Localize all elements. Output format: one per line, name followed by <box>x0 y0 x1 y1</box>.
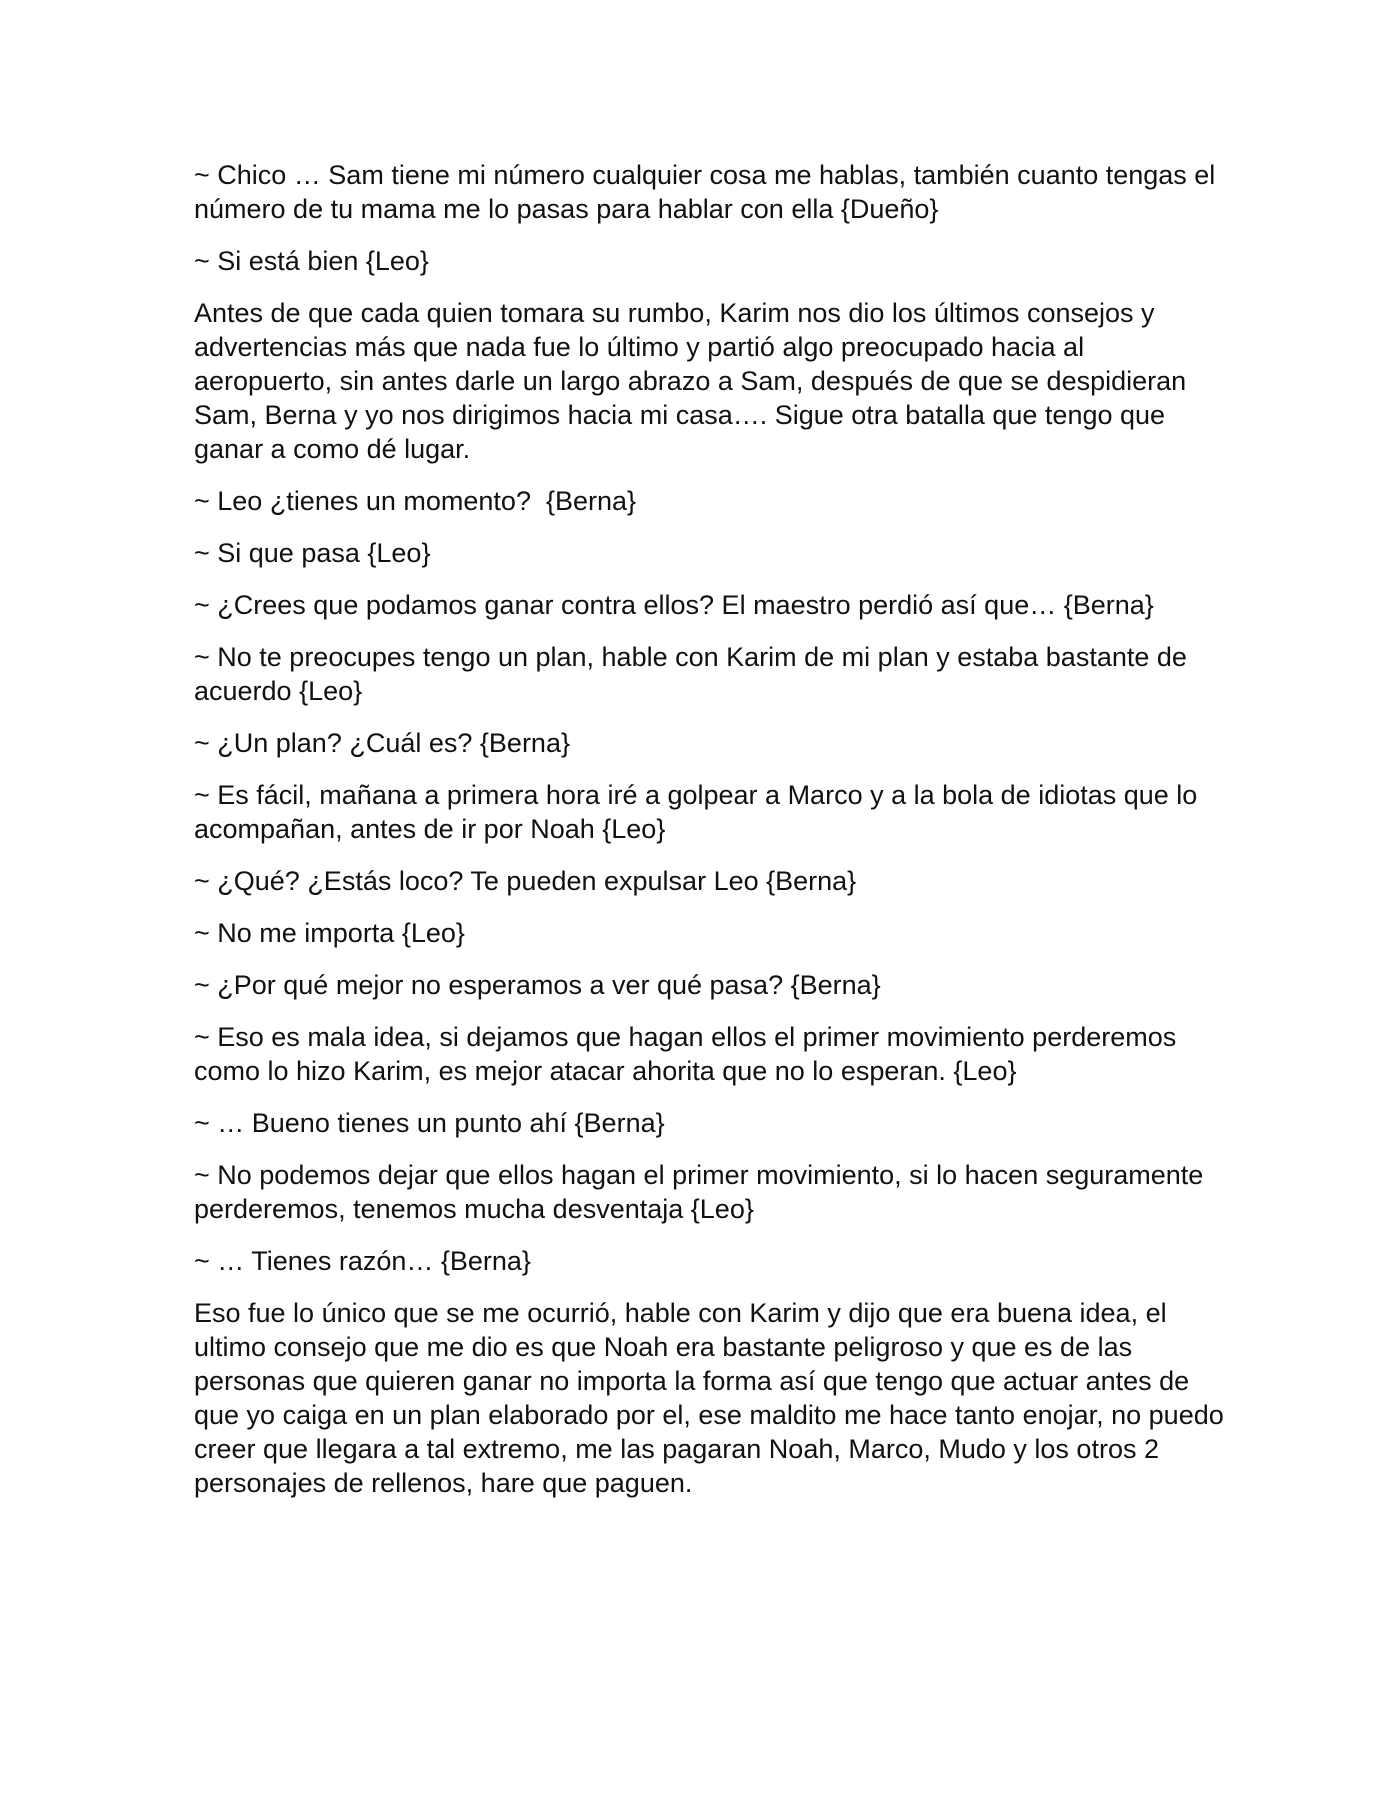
paragraph-16: ~ … Tienes razón… {Berna} <box>194 1246 531 1276</box>
paragraph-9: ~ Es fácil, mañana a primera hora iré a golpear a Marco y a la bola de idiotas que lo acompañan, antes de ir por Noah {Leo} <box>194 780 1205 844</box>
document-page <box>194 158 1232 1518</box>
paragraph-17: Eso fue lo único que se me ocurrió, hable con Karim y dijo que era buena idea, el ultimo consejo que me dio es que Noah era bastante peligroso y que es de las personas que quieren ganar no importa la forma así que tengo que actuar antes de que yo caiga en un plan elaborado por el, ese maldito me hace tanto enojar, no puedo creer que llegara a tal extremo, me las pagaran Noah, Marco, Mudo y los otros 2 personajes de rellenos, hare que paguen. <box>194 1298 1232 1498</box>
paragraph-13: ~ Eso es mala idea, si dejamos que hagan ellos el primer movimiento perderemos como lo hizo Karim, es mejor atacar ahorita que no lo esperan. {Leo} <box>194 1022 1184 1086</box>
paragraph-5: ~ Si que pasa {Leo} <box>194 538 431 568</box>
paragraph-12: ~ ¿Por qué mejor no esperamos a ver qué pasa? {Berna} <box>194 970 881 1000</box>
paragraph-4: ~ Leo ¿tienes un momento? {Berna} <box>194 486 637 516</box>
paragraph-8: ~ ¿Un plan? ¿Cuál es? {Berna} <box>194 728 570 758</box>
paragraph-14: ~ … Bueno tienes un punto ahí {Berna} <box>194 1108 665 1138</box>
paragraph-15: ~ No podemos dejar que ellos hagan el primer movimiento, si lo hacen seguramente perderemos, tenemos mucha desventaja {Leo} <box>194 1160 1211 1224</box>
paragraph-10: ~ ¿Qué? ¿Estás loco? Te pueden expulsar Leo {Berna} <box>194 866 857 896</box>
paragraph-6: ~ ¿Crees que podamos ganar contra ellos? El maestro perdió así que… {Berna} <box>194 590 1154 620</box>
paragraph-3: Antes de que cada quien tomara su rumbo, Karim nos dio los últimos consejos y advertencias más que nada fue lo último y partió algo preocupado hacia al aeropuerto, sin antes darle un largo abrazo a Sam, después de que se despidieran Sam, Berna y yo nos dirigimos hacia mi casa…. Sigue otra batalla que tengo que ganar a como dé lugar. <box>194 298 1194 464</box>
paragraph-11: ~ No me importa {Leo} <box>194 918 465 948</box>
paragraph-1: ~ Chico … Sam tiene mi número cualquier cosa me hablas, también cuanto tengas el número de tu mama me lo pasas para hablar con ella {Dueño} <box>194 160 1223 224</box>
paragraph-2: ~ Si está bien {Leo} <box>194 246 429 276</box>
paragraph-7: ~ No te preocupes tengo un plan, hable con Karim de mi plan y estaba bastante de acuerdo {Leo} <box>194 642 1195 706</box>
